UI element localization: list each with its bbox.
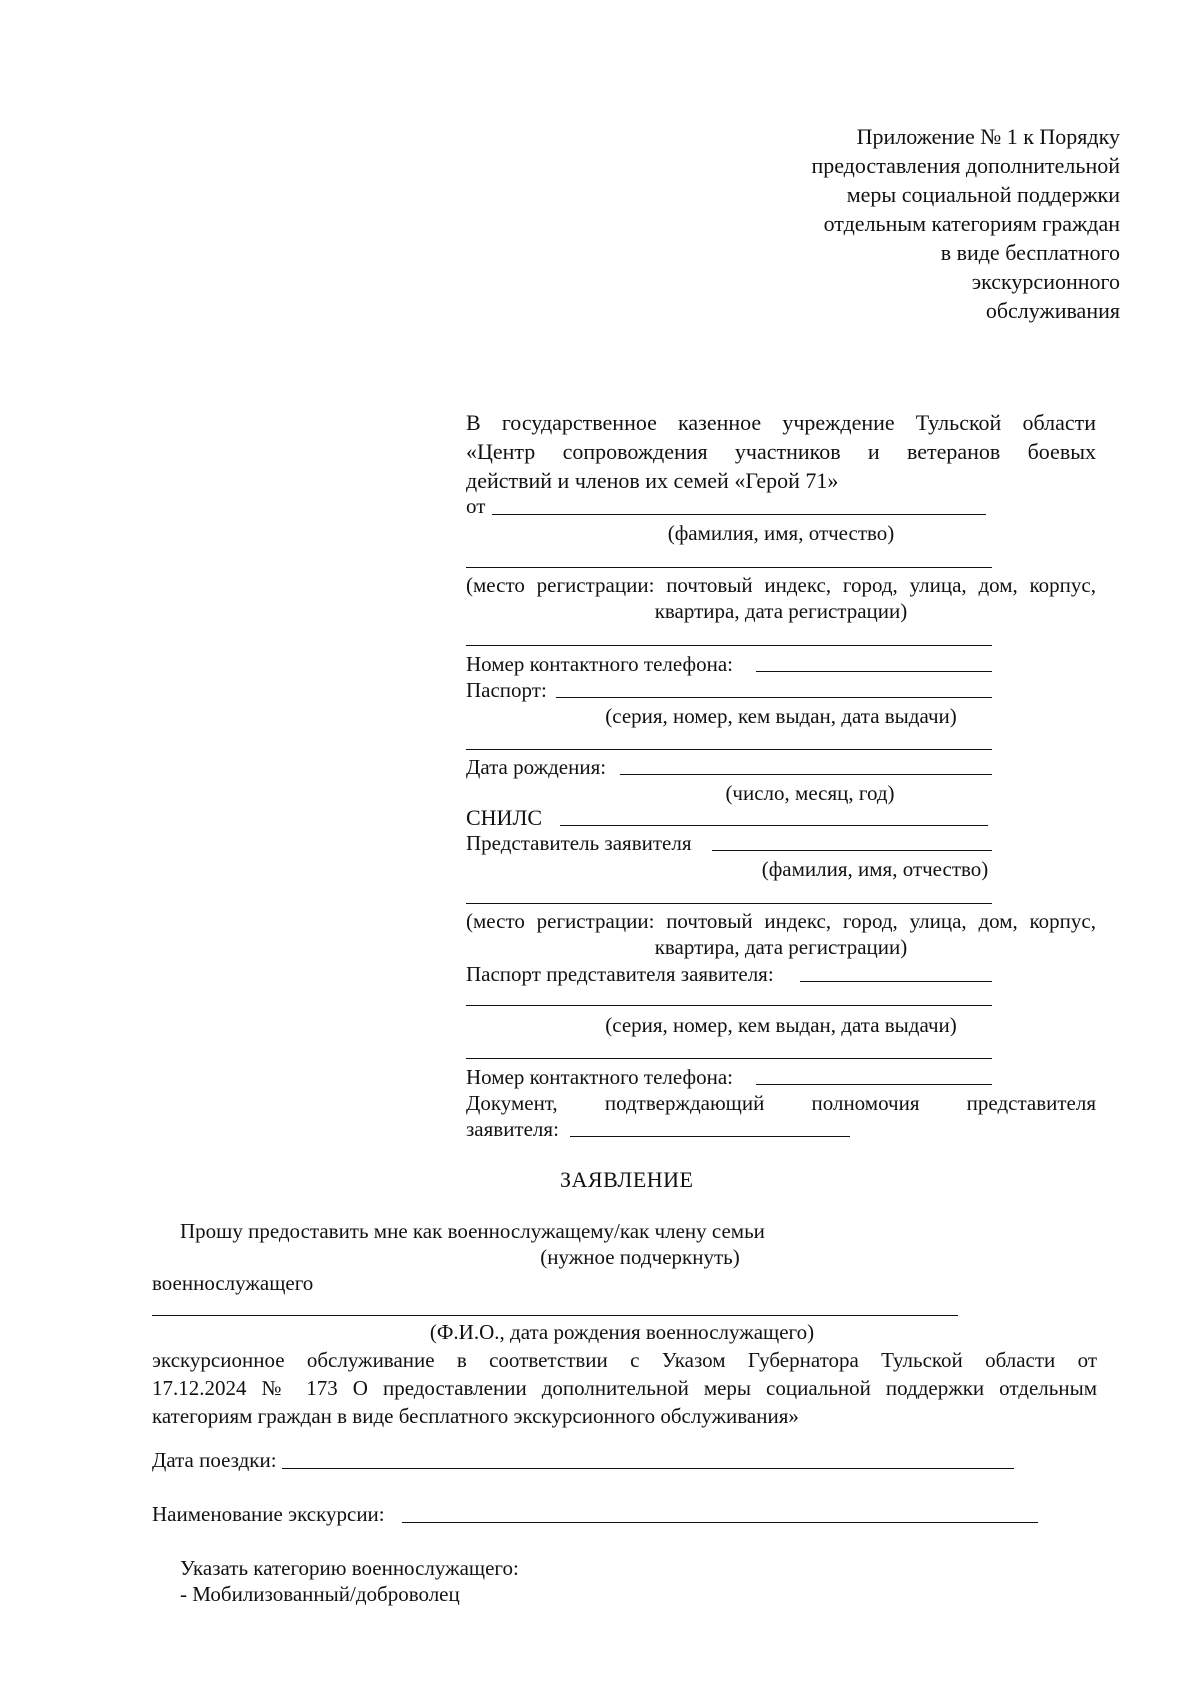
- representative-doc-label-2: заявителя:: [466, 1117, 559, 1141]
- addressee-line: действий и членов их семей «Герой 71»: [466, 468, 839, 493]
- applicant-passport-hint: (серия, номер, кем выдан, дата выдачи): [605, 704, 957, 728]
- appendix-line: экскурсионного: [971, 269, 1120, 294]
- applicant-snils-label: СНИЛС: [466, 805, 543, 830]
- applicant-birth-hint: (число, месяц, год): [725, 781, 895, 805]
- applicant-registration-hint: квартира, дата регистрации): [654, 599, 908, 623]
- representative-fio-field[interactable]: [712, 850, 992, 851]
- applicant-phone-field[interactable]: [756, 671, 992, 672]
- applicant-passport-field-2[interactable]: [466, 749, 992, 750]
- doc-word: подтверждающий: [604, 1091, 765, 1115]
- representative-passport-field[interactable]: [800, 981, 992, 982]
- representative-label: Представитель заявителя: [466, 831, 692, 855]
- representative-doc-label: [466, 1091, 1096, 1116]
- applicant-birth-field[interactable]: [620, 774, 992, 775]
- doc-word: представителя: [966, 1091, 1097, 1115]
- category-option[interactable]: - Мобилизованный/доброволец: [180, 1582, 460, 1606]
- trip-date-field[interactable]: [282, 1468, 1014, 1469]
- appendix-line: отдельным категориям граждан: [823, 211, 1120, 236]
- underline-hint: (нужное подчеркнуть): [540, 1245, 740, 1269]
- category-prompt: Указать категорию военнослужащего:: [180, 1556, 519, 1580]
- excursion-label: Наименование экскурсии:: [152, 1502, 385, 1526]
- doc-word: полномочия: [811, 1091, 920, 1115]
- applicant-fio-field[interactable]: [492, 514, 986, 515]
- statement-title: ЗАЯВЛЕНИЕ: [560, 1167, 694, 1192]
- addressee-line: В государственное казенное учреждение Тульской области: [466, 410, 1096, 435]
- body-line: категориям граждан в виде бесплатного экскурсионного обслуживания»: [152, 1404, 799, 1428]
- applicant-phone-label: Номер контактного телефона:: [466, 652, 733, 676]
- trip-date-label: Дата поездки:: [152, 1448, 277, 1472]
- representative-passport-field-3[interactable]: [466, 1058, 992, 1059]
- applicant-registration-field-2[interactable]: [466, 645, 992, 646]
- doc-word: Документ,: [466, 1091, 558, 1115]
- applicant-passport-field[interactable]: [556, 697, 992, 698]
- statement-body: [152, 1346, 1097, 1430]
- body-line: 17.12.2024 № 173 О предоставлении дополнительной меры социальной поддержки отдельным: [152, 1376, 1097, 1400]
- representative-registration-field[interactable]: [466, 903, 992, 904]
- body-line: экскурсионное обслуживание в соответствии с Указом Губернатора Тульской области от: [152, 1348, 1097, 1372]
- representative-passport-hint: (серия, номер, кем выдан, дата выдачи): [605, 1013, 957, 1037]
- representative-fio-hint: (фамилия, имя, отчество): [761, 857, 989, 881]
- representative-registration-hint: (место регистрации: почтовый индекс, город, улица, дом, корпус,: [466, 909, 1096, 933]
- from-label: от: [466, 494, 486, 518]
- appendix-line: меры социальной поддержки: [846, 182, 1120, 207]
- representative-phone-field[interactable]: [756, 1084, 992, 1085]
- serviceman-hint: (Ф.И.О., дата рождения военнослужащего): [429, 1320, 815, 1344]
- serviceman-word: военнослужащего: [152, 1271, 314, 1295]
- representative-doc-field[interactable]: [570, 1136, 850, 1137]
- appendix-line: Приложение № 1 к Порядку: [856, 124, 1120, 149]
- excursion-field[interactable]: [402, 1522, 1038, 1523]
- representative-passport-field-2[interactable]: [466, 1005, 992, 1006]
- appendix-line: обслуживания: [985, 298, 1120, 323]
- representative-registration-hint: квартира, дата регистрации): [654, 935, 908, 959]
- appendix-header: [811, 122, 1120, 325]
- representative-passport-label: Паспорт представителя заявителя:: [466, 962, 774, 986]
- applicant-snils-field[interactable]: [560, 825, 988, 826]
- applicant-passport-label: Паспорт:: [466, 678, 547, 702]
- serviceman-fio-field[interactable]: [152, 1315, 958, 1316]
- applicant-birth-label: Дата рождения:: [466, 755, 607, 779]
- request-line: Прошу предоставить мне как военнослужащему/как члену семьи: [180, 1219, 765, 1243]
- applicant-registration-field[interactable]: [466, 567, 992, 568]
- applicant-registration-hint: (место регистрации: почтовый индекс, город, улица, дом, корпус,: [466, 573, 1096, 597]
- appendix-line: предоставления дополнительной: [811, 153, 1120, 178]
- appendix-line: в виде бесплатного: [940, 240, 1120, 265]
- representative-phone-label: Номер контактного телефона:: [466, 1065, 733, 1089]
- applicant-fio-hint: (фамилия, имя, отчество): [667, 521, 895, 545]
- addressee-line: «Центр сопровождения участников и ветеранов боевых: [466, 439, 1096, 464]
- addressee-block: [466, 408, 1096, 495]
